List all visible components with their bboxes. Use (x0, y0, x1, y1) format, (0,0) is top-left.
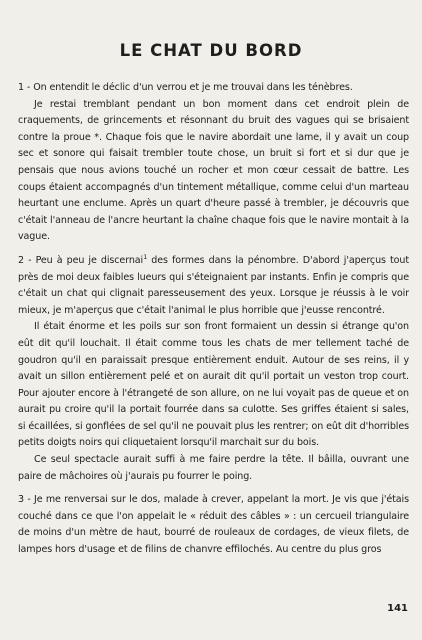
paragraph-5: Ce seul spectacle aurait suffi à me faire perdre la tête. Il bâilla, ouvrant une paire de mâchoires où j'aurais pu fourrer le poing. (18, 454, 409, 482)
paragraph-6: 3 - Je me renversai sur le dos, malade à crever, appelant la mort. Je vis que j'étais couché dans ce que l'on appelait le « réduit des câbles » : un cercueil triangulaire de moins d'un mètre de haut, bourré de rouleaux de cordages, de vieux filets, de lampes hors d'usage et de filins de chanvre effilochés. Au centre du plus gros (18, 494, 409, 556)
footnote-marker: 1 (143, 252, 148, 261)
chapter-text (18, 80, 409, 559)
paragraph-1: 1 - On entendit le déclic d'un verrou et je me trouvai dans les ténèbres. (18, 82, 353, 93)
paragraph-3-rest: des formes dans la pénombre. D'abord j'aperçus tout près de moi deux faibles lueurs qui s'éteignaient par instants. Enfin je compris que c'était un chat qui clignait paresseusement des yeux. Lorsque je réussis à le voir mieux, je m'aperçus que c'était l'animal le plus horrible que j'eusse rencontré. (18, 254, 410, 316)
paragraph-3-lead: 2 - Peu à peu je discernai (18, 254, 144, 266)
page-number: 141 (387, 603, 408, 614)
paragraph-2: Je restai tremblant pendant un bon moment dans cet endroit plein de craquements, de grincements et résonnant du bruit des vagues qui se brisaient contre la proue *. Chaque fois que le navire abordait une lame, il y avait un coup sec et sonore qui faisait trembler toute chose, un bruit si fort et si dur que je pensais que nous avions touché un rocher et mon cœur cessait de battre. Les coups étaient accompagnés d'un tintement métallique, comme celui d'un marteau heurtant une enclume. Après un quart d'heure passé à trembler, je découvris que c'était l'anneau de l'ancre heurtant la chaîne chaque fois que le navire montait à la vague. (18, 98, 409, 243)
chapter-title: LE CHAT DU BORD (119, 41, 303, 60)
paragraph-3 (18, 253, 409, 319)
paragraph-4: Il était énorme et les poils sur son front formaient un dessin si étrange qu'on eût dit qu'il louchait. Il était comme tous les chats de mer tellement taché de goudron qu'il en paraissait presque entièrement enduit. Autour de ses reins, il y avait un sillon entièrement pelé et on aurait dit qu'il portait un veston trop court. Pour ajouter encore à l'étrangeté de son allure, on ne lui voyait pas de queue et on aurait pu croire qu'il la portait fourrée dans sa culotte. Ses griffes étaient si sales, si écaillées, si gonflées de sel qu'il ne pouvait plus les rentrer; on eût dit d'horribles petits doigts noirs qui cliquetaient lorsqu'il marchait sur du bois. (18, 321, 409, 449)
